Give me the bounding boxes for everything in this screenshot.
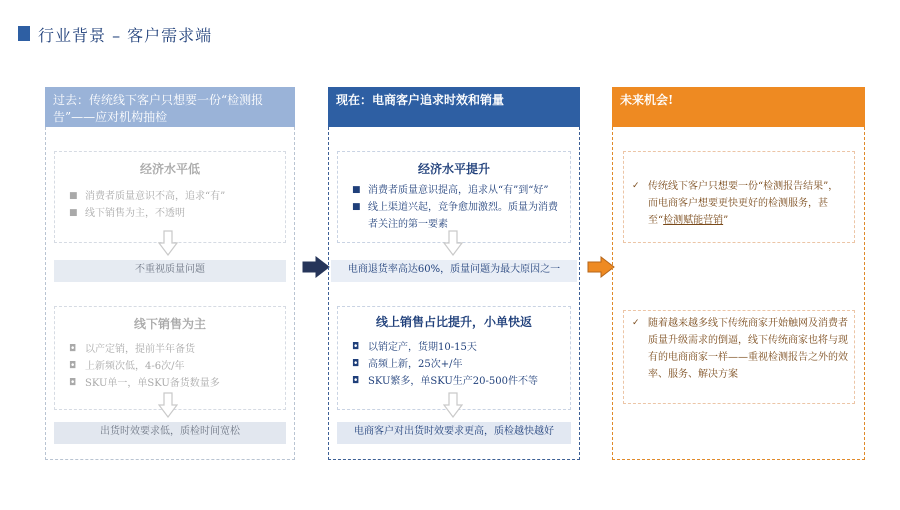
now-box-economy-title: 经济水平提升	[417, 162, 490, 176]
list-item: ■ 消费者质量意识不高，追求“有”	[69, 188, 277, 205]
future-box-opportunity	[623, 151, 855, 243]
list-item: ■ 线下销售为主，不透明	[69, 205, 277, 222]
future-box-opportunity-text	[632, 178, 846, 229]
check-bullet-icon: ✓	[632, 318, 640, 328]
now-header: 现在：电商客户追求时效和销量	[328, 87, 580, 127]
title-marker	[18, 26, 30, 41]
now-box-online-title: 线上销售占比提升，小单快返	[375, 315, 532, 329]
now-box-online-list	[352, 339, 562, 390]
hollow-square-bullet-icon: ◘	[69, 361, 77, 371]
now-band-return: 电商退货率高达60%，质量问题为最大原因之一	[331, 260, 577, 282]
square-bullet-icon: ■	[352, 202, 361, 212]
future-box-trend	[623, 310, 855, 404]
future-box-trend-text	[632, 315, 848, 383]
list-item: ◘ SKU繁多，单SKU生产20-500件不等	[352, 373, 562, 390]
hollow-square-bullet-icon: ◘	[352, 342, 360, 352]
right-arrow-icon	[302, 256, 330, 278]
past-box-offline-title: 线下销售为主	[133, 317, 206, 331]
past-column	[45, 87, 295, 460]
list-item: ◘ 高频上新，25次+/年	[352, 356, 562, 373]
future-column	[612, 87, 865, 460]
list-item: ◘ 上新频次低，4-6次/年	[69, 358, 277, 375]
list-item: ■ 线上渠道兴起，竞争愈加激烈。质量为消费者关注的第一要素	[352, 199, 562, 233]
right-arrow-icon	[587, 256, 615, 278]
past-band-shipping: 出货时效要求低，质检时间宽松	[54, 422, 286, 444]
hollow-square-bullet-icon: ◘	[69, 378, 77, 388]
past-header: 过去：传统线下客户只想要一份“检测报告”——应对机构抽检	[45, 87, 295, 127]
past-box-offline-list	[69, 341, 277, 392]
down-arrow-icon	[443, 392, 463, 418]
hollow-square-bullet-icon: ◘	[69, 344, 77, 354]
hollow-square-bullet-icon: ◘	[352, 376, 360, 386]
future-header: 未来机会!	[612, 87, 865, 127]
list-item: ◘ SKU单一，单SKU备货数量多	[69, 375, 277, 392]
list-item: ■ 消费者质量意识提高，追求从“有”到“好”	[352, 182, 562, 199]
square-bullet-icon: ■	[352, 185, 361, 195]
down-arrow-icon	[158, 392, 178, 418]
hollow-square-bullet-icon: ◘	[352, 359, 360, 369]
past-box-economy-title: 经济水平低	[139, 162, 200, 176]
list-item: ◘ 以销定产，货期10-15天	[352, 339, 562, 356]
list-item: ✓ 传统线下客户只想要一份“检测报告结果”，而电商客户想要更快更好的检测服务，甚至“检测赋能营销”	[632, 178, 846, 229]
check-bullet-icon: ✓	[632, 181, 640, 191]
list-item: ◘ 以产定销，提前半年备货	[69, 341, 277, 358]
page-title: 行业背景 – 客户需求端	[38, 26, 213, 45]
down-arrow-icon	[443, 230, 463, 256]
down-arrow-icon	[158, 230, 178, 256]
past-box-economy-list	[69, 188, 277, 222]
now-band-shipping: 电商客户对出货时效要求更高，质检越快越好	[337, 422, 571, 444]
square-bullet-icon: ■	[69, 208, 78, 218]
now-column	[328, 87, 580, 460]
square-bullet-icon: ■	[69, 191, 78, 201]
now-box-economy-list	[352, 182, 562, 233]
list-item: ✓ 随着越来越多线下传统商家开始触网及消费者质量升级需求的倒逼，线下传统商家也将与现有的电商商家一样——重视检测报告之外的效率、服务、解决方案	[632, 315, 848, 383]
past-band-quality: 不重视质量问题	[54, 260, 286, 282]
highlight-link: 检测赋能营销	[663, 215, 724, 226]
